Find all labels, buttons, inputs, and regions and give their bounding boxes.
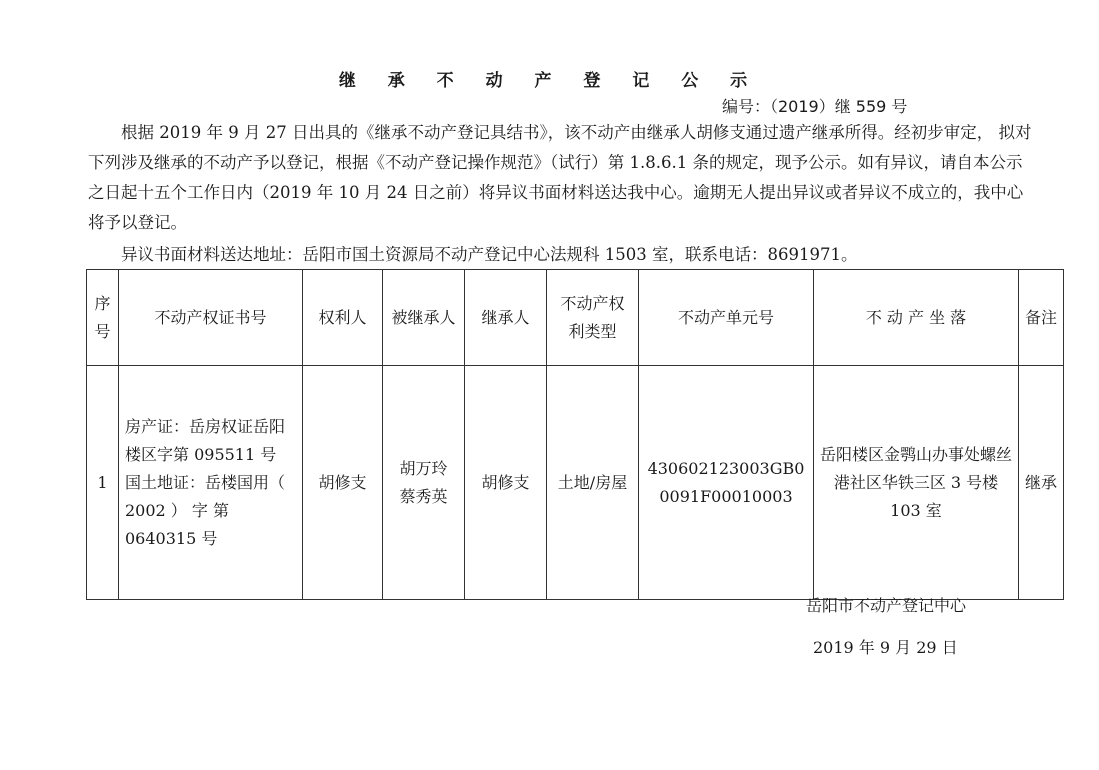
issuer-name: 岳阳市不动产登记中心 [806, 596, 967, 615]
cell-decedent: 胡万玲 蔡秀英 [383, 366, 465, 600]
cell-unit-no: 430602123003GB00091F00010003 [639, 366, 814, 600]
notice-body [88, 118, 1038, 238]
issue-date: 2019 年 9 月 29 日 [813, 638, 958, 657]
header-unit-no: 不动产单元号 [639, 270, 814, 366]
cell-seq: 1 [87, 366, 119, 600]
cell-remark: 继承 [1019, 366, 1064, 600]
notice-paragraph: 根据 2019 年 9 月 27 日出具的《继承不动产登记具结书》，该不动产由继承人胡修支通过遗产继承所得。经初步审定， 拟对下列涉及继承的不动产予以登记，根据《不动产登记操作规范》（试行）第 1.8.6.1 条的规定，现予公示。如有异议，请自本公示之日起十五个工作日内（2019 年 10 月 24 日之前）将异议书面材料送达我中心。逾期无人提出异议或者异议不成立的，我中心将予以登记。 [88, 123, 1032, 232]
registration-table [86, 269, 1064, 600]
cell-right-type: 土地/房屋 [547, 366, 639, 600]
objection-address: 异议书面材料送达地址：岳阳市国土资源局不动产登记中心法规科 1503 室，联系电话：8691971。 [121, 245, 858, 264]
header-cert-no: 不动产权证书号 [119, 270, 303, 366]
header-right-holder: 权利人 [303, 270, 383, 366]
table-row [87, 366, 1064, 600]
page-title: 继 承 不 动 产 登 记 公 示 [338, 71, 761, 91]
cell-location: 岳阳楼区金鹗山办事处螺丝港社区华铁三区 3 号楼 103 室 [814, 366, 1019, 600]
table-header-row [87, 270, 1064, 366]
cell-heir: 胡修支 [465, 366, 547, 600]
header-remark: 备注 [1019, 270, 1064, 366]
header-location: 不 动 产 坐 落 [814, 270, 1019, 366]
header-heir: 继承人 [465, 270, 547, 366]
cell-cert-no: 房产证：岳房权证岳阳楼区字第 095511 号 国土地证：岳楼国用（ 2002 ） 字 第 0640315 号 [119, 366, 303, 600]
header-seq: 序号 [87, 270, 119, 366]
header-decedent: 被继承人 [383, 270, 465, 366]
header-right-type: 不动产权利类型 [547, 270, 639, 366]
cell-right-holder: 胡修支 [303, 366, 383, 600]
document-number: 编号：（2019）继 559 号 [722, 97, 908, 116]
